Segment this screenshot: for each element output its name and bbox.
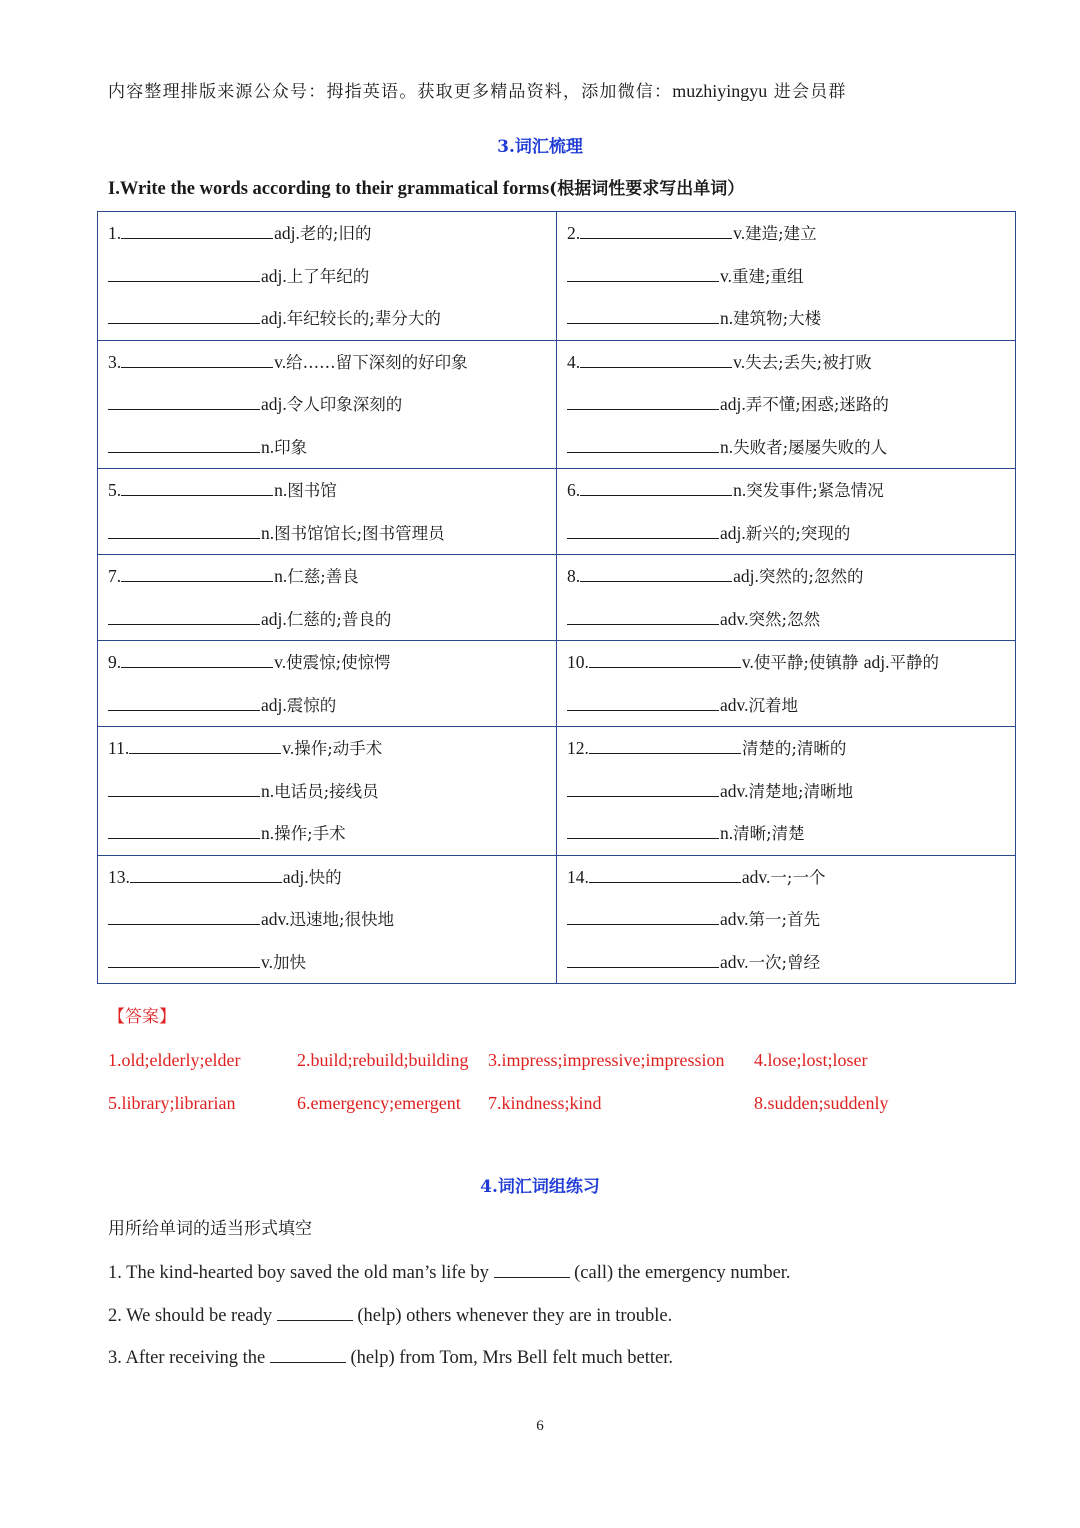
part-of-speech: adj. bbox=[733, 566, 759, 586]
meaning: 电话员;接线员 bbox=[274, 781, 379, 801]
part-of-speech: adj. bbox=[261, 394, 287, 414]
fill-in-blank[interactable] bbox=[270, 1346, 346, 1363]
answer-blank[interactable] bbox=[589, 737, 741, 754]
meaning: 印象 bbox=[274, 437, 308, 457]
vocab-row bbox=[98, 855, 1016, 984]
answer-item: 1.old;elderly;elder bbox=[108, 1050, 241, 1070]
answer-blank[interactable] bbox=[567, 780, 719, 797]
exercise-sentence-1 bbox=[108, 1261, 791, 1284]
answer-blank[interactable] bbox=[121, 222, 273, 239]
vocab-line bbox=[567, 383, 1015, 426]
vocab-line bbox=[108, 598, 556, 641]
vocab-line bbox=[567, 856, 1015, 899]
meaning: 突发事件;紧急情况 bbox=[746, 481, 884, 500]
vocab-line bbox=[108, 684, 556, 727]
section-3-title: 3.词汇梳理 bbox=[497, 137, 583, 157]
part-of-speech: n. bbox=[720, 308, 734, 328]
item-number: 5. bbox=[108, 480, 122, 500]
answer-blank[interactable] bbox=[567, 822, 719, 839]
part-of-speech: adv. bbox=[720, 608, 749, 629]
vocab-line bbox=[567, 641, 1015, 684]
item-number: 13. bbox=[108, 866, 130, 887]
vocab-row bbox=[98, 469, 1016, 555]
meaning: 平静的 bbox=[889, 653, 939, 672]
part-of-speech: adv. bbox=[720, 780, 749, 801]
sentence-text: (help) others whenever they are in trouble. bbox=[352, 1306, 673, 1326]
answer-blank[interactable] bbox=[121, 651, 273, 668]
meaning: 图书馆馆长;图书管理员 bbox=[274, 523, 445, 543]
answer-blank[interactable] bbox=[108, 908, 260, 925]
vocab-row bbox=[98, 641, 1016, 727]
vocab-line bbox=[567, 941, 1015, 984]
answer-item: 4.lose;lost;loser bbox=[754, 1050, 868, 1070]
vocab-line bbox=[108, 512, 556, 555]
vocab-line bbox=[108, 856, 556, 899]
vocab-line bbox=[567, 727, 1015, 770]
meaning: 令人印象深刻的 bbox=[286, 395, 403, 414]
part-of-speech: adj. bbox=[282, 866, 309, 887]
part-of-speech: n. bbox=[261, 823, 275, 843]
item-number: 14. bbox=[567, 866, 589, 887]
section-4-instruction: 用所给单词的适当形式填空 bbox=[108, 1219, 312, 1239]
part-of-speech: v. bbox=[720, 265, 732, 286]
item-number: 10. bbox=[567, 652, 589, 672]
answer-blank[interactable] bbox=[567, 951, 719, 968]
part-of-speech: adj. bbox=[261, 308, 287, 328]
vocab-line bbox=[108, 297, 556, 340]
vocab-row bbox=[98, 340, 1016, 469]
exercise-sentence-3 bbox=[108, 1346, 673, 1369]
answer-item: 2.build;rebuild;building bbox=[297, 1050, 469, 1070]
answer-blank[interactable] bbox=[567, 307, 719, 324]
vocab-cell bbox=[557, 555, 1016, 641]
vocab-cell bbox=[557, 212, 1016, 341]
header-wechat-id: muzhiyingyu bbox=[672, 81, 768, 101]
vocab-cell bbox=[98, 469, 557, 555]
vocab-cell bbox=[557, 340, 1016, 469]
meaning: 上了年纪的 bbox=[286, 266, 370, 286]
answer-blank[interactable] bbox=[567, 436, 719, 453]
answer-item: 8.sudden;suddenly bbox=[754, 1093, 889, 1113]
meaning: 新兴的;突现的 bbox=[745, 523, 851, 543]
part-of-speech: v. bbox=[282, 738, 295, 758]
answer-blank[interactable] bbox=[567, 694, 719, 711]
page-number: 6 bbox=[536, 1418, 544, 1434]
meaning: 建筑物;大楼 bbox=[733, 309, 822, 328]
vocab-cell bbox=[557, 727, 1016, 856]
answer-blank[interactable] bbox=[121, 351, 273, 368]
vocab-row bbox=[98, 727, 1016, 856]
answer-blank[interactable] bbox=[580, 351, 732, 368]
sentence-text: (call) the emergency number. bbox=[569, 1263, 791, 1283]
answer-blank[interactable] bbox=[580, 565, 732, 582]
meaning: 加快 bbox=[273, 952, 306, 972]
vocab-row bbox=[98, 555, 1016, 641]
vocabulary-table bbox=[97, 211, 1016, 984]
answer-blank[interactable] bbox=[567, 608, 719, 625]
vocab-line bbox=[108, 469, 556, 512]
answer-blank[interactable] bbox=[108, 694, 260, 711]
answer-blank[interactable] bbox=[580, 222, 732, 239]
instruction-cn: (根据词性要求写出单词） bbox=[549, 179, 745, 199]
vocab-line bbox=[567, 255, 1015, 298]
vocab-line bbox=[108, 341, 556, 384]
item-number: 4. bbox=[567, 351, 581, 372]
answer-blank[interactable] bbox=[108, 393, 260, 410]
meaning: 突然;忽然 bbox=[748, 609, 821, 629]
part-of-speech: adj. bbox=[863, 652, 890, 672]
vocab-line bbox=[567, 555, 1015, 598]
vocab-cell bbox=[557, 641, 1016, 727]
meaning: 仁慈;善良 bbox=[287, 567, 359, 586]
meaning: 第一;首先 bbox=[748, 910, 821, 929]
vocab-line bbox=[567, 898, 1015, 941]
part-of-speech: v. bbox=[274, 652, 287, 672]
meaning: 重建;重组 bbox=[732, 266, 804, 286]
meaning: 清晰;清楚 bbox=[733, 824, 805, 843]
part-of-speech: n. bbox=[733, 480, 747, 500]
meaning: 老的;旧的 bbox=[299, 224, 372, 243]
meaning: 迅速地;很快地 bbox=[289, 910, 395, 929]
meaning: 操作;手术 bbox=[274, 824, 346, 843]
answer-blank[interactable] bbox=[121, 565, 273, 582]
meaning: 弄不懂;困惑;迷路的 bbox=[745, 395, 889, 414]
answer-item: 3.impress;impressive;impression bbox=[488, 1050, 725, 1070]
answer-blank[interactable] bbox=[108, 307, 260, 324]
item-number: 6. bbox=[567, 480, 581, 500]
part-of-speech: n. bbox=[720, 823, 734, 843]
vocab-line bbox=[567, 812, 1015, 855]
answer-blank[interactable] bbox=[589, 651, 741, 668]
part-of-speech: v. bbox=[733, 351, 746, 372]
vocab-cell bbox=[98, 855, 557, 984]
item-number: 7. bbox=[108, 566, 122, 586]
answer-blank[interactable] bbox=[567, 522, 719, 539]
meaning: 操作;动手术 bbox=[294, 739, 383, 758]
part-of-speech: adj. bbox=[720, 394, 746, 414]
meaning: 一;一个 bbox=[770, 867, 826, 887]
sentence-text: 3. After receiving the bbox=[108, 1348, 270, 1368]
meaning: 失去;丢失;被打败 bbox=[745, 352, 872, 372]
vocab-line bbox=[567, 426, 1015, 469]
part-of-speech: v. bbox=[733, 223, 746, 243]
meaning: 图书馆 bbox=[287, 481, 337, 500]
answer-blank[interactable] bbox=[108, 522, 260, 539]
part-of-speech: adj. bbox=[261, 265, 287, 286]
meaning: 使平静;使镇静 bbox=[753, 653, 864, 672]
vocab-line bbox=[567, 512, 1015, 555]
vocab-cell bbox=[98, 641, 557, 727]
meaning: 仁慈的;普良的 bbox=[286, 609, 392, 629]
answers-heading: 【答案】 bbox=[108, 1007, 176, 1027]
answer-blank[interactable] bbox=[108, 436, 260, 453]
part-of-speech: n. bbox=[261, 436, 275, 457]
answer-blank[interactable] bbox=[580, 479, 732, 496]
item-number: 11. bbox=[108, 738, 130, 758]
vocab-line bbox=[108, 727, 556, 770]
vocab-line bbox=[567, 684, 1015, 727]
meaning: 使震惊;使惊愕 bbox=[286, 653, 391, 672]
answer-item: 7.kindness;kind bbox=[488, 1093, 602, 1113]
item-number: 8. bbox=[567, 566, 581, 586]
item-number: 12. bbox=[567, 738, 589, 758]
section-4-title: 4.词汇词组练习 bbox=[480, 1177, 600, 1197]
page-header bbox=[108, 80, 978, 103]
part-of-speech: n. bbox=[261, 522, 275, 543]
vocab-line bbox=[567, 598, 1015, 641]
exercise-sentence-2 bbox=[108, 1304, 672, 1327]
part-of-speech: v. bbox=[741, 652, 754, 672]
part-of-speech: n. bbox=[261, 780, 275, 801]
part-of-speech: adv. bbox=[720, 694, 749, 715]
meaning: 沉着地 bbox=[748, 695, 799, 715]
vocab-line bbox=[108, 641, 556, 684]
part-of-speech: adv. bbox=[720, 909, 749, 929]
meaning: 清楚的;清晰的 bbox=[741, 739, 847, 758]
part-of-speech: n. bbox=[274, 566, 288, 586]
vocab-line bbox=[108, 770, 556, 813]
fill-in-blank[interactable] bbox=[277, 1304, 353, 1321]
vocab-line bbox=[567, 297, 1015, 340]
item-number: 2. bbox=[567, 223, 581, 243]
vocab-cell bbox=[98, 340, 557, 469]
meaning: 震惊的 bbox=[286, 695, 337, 715]
part-of-speech: v. bbox=[261, 951, 273, 972]
meaning: 失败者;屡屡失败的人 bbox=[733, 437, 888, 457]
answer-item: 6.emergency;emergent bbox=[297, 1093, 461, 1113]
part-of-speech: adj. bbox=[274, 223, 300, 243]
vocab-line bbox=[567, 469, 1015, 512]
meaning: 突然的;忽然的 bbox=[758, 567, 864, 586]
answer-blank[interactable] bbox=[567, 908, 719, 925]
item-number: 9. bbox=[108, 652, 122, 672]
meaning: 建造;建立 bbox=[745, 224, 817, 243]
answer-blank[interactable] bbox=[567, 393, 719, 410]
vocab-line bbox=[108, 212, 556, 255]
item-number: 1. bbox=[108, 223, 122, 243]
sentence-text: 2. We should be ready bbox=[108, 1306, 277, 1326]
answer-blank[interactable] bbox=[108, 951, 260, 968]
answer-blank[interactable] bbox=[129, 737, 281, 754]
vocab-line bbox=[108, 812, 556, 855]
part-of-speech: adj. bbox=[720, 522, 746, 543]
part-of-speech: adv. bbox=[720, 951, 749, 972]
meaning: 给……留下深刻的好印象 bbox=[286, 352, 468, 372]
answer-blank[interactable] bbox=[108, 780, 260, 797]
part-of-speech: n. bbox=[274, 480, 288, 500]
vocab-line bbox=[108, 255, 556, 298]
vocab-cell bbox=[557, 855, 1016, 984]
answer-blank[interactable] bbox=[567, 265, 719, 282]
vocab-cell bbox=[98, 727, 557, 856]
meaning: 清楚地;清晰地 bbox=[748, 781, 854, 801]
vocab-line bbox=[567, 770, 1015, 813]
sentence-text: 1. The kind-hearted boy saved the old man’s life by bbox=[108, 1263, 494, 1283]
fill-in-blank[interactable] bbox=[494, 1261, 570, 1278]
vocab-line bbox=[567, 341, 1015, 384]
vocab-line bbox=[108, 941, 556, 984]
sentence-text: (help) from Tom, Mrs Bell felt much better. bbox=[345, 1348, 673, 1368]
item-number: 3. bbox=[108, 351, 122, 372]
answer-blank[interactable] bbox=[108, 608, 260, 625]
meaning: 一次;曾经 bbox=[748, 952, 821, 972]
answer-blank[interactable] bbox=[589, 866, 741, 883]
answer-item: 5.library;librarian bbox=[108, 1093, 236, 1113]
part-of-speech: n. bbox=[720, 436, 734, 457]
vocab-cell bbox=[98, 555, 557, 641]
vocab-line bbox=[108, 383, 556, 426]
vocab-cell bbox=[98, 212, 557, 341]
vocab-line bbox=[567, 212, 1015, 255]
part-of-speech: v. bbox=[274, 351, 287, 372]
header-source-text: 内容整理排版来源公众号：拇指英语。获取更多精品资料，添加微信： bbox=[108, 82, 673, 102]
part-of-speech: adj. bbox=[261, 694, 287, 715]
vocab-cell bbox=[557, 469, 1016, 555]
vocab-row bbox=[98, 212, 1016, 341]
part-of-speech: adj. bbox=[261, 608, 287, 629]
answer-blank[interactable] bbox=[130, 866, 282, 883]
vocab-line bbox=[108, 555, 556, 598]
answer-blank[interactable] bbox=[108, 822, 260, 839]
answer-blank[interactable] bbox=[108, 265, 260, 282]
part-of-speech: adv. bbox=[261, 909, 290, 929]
header-tail-text: 进会员群 bbox=[767, 82, 847, 102]
section-3-instruction bbox=[108, 178, 744, 200]
vocab-line bbox=[108, 898, 556, 941]
answer-blank[interactable] bbox=[121, 479, 273, 496]
vocab-line bbox=[108, 426, 556, 469]
meaning: 年纪较长的;辈分大的 bbox=[286, 309, 441, 328]
instruction-en: I.Write the words according to their grammatical forms bbox=[108, 179, 550, 199]
meaning: 快的 bbox=[308, 867, 342, 887]
part-of-speech: adv. bbox=[741, 866, 771, 887]
